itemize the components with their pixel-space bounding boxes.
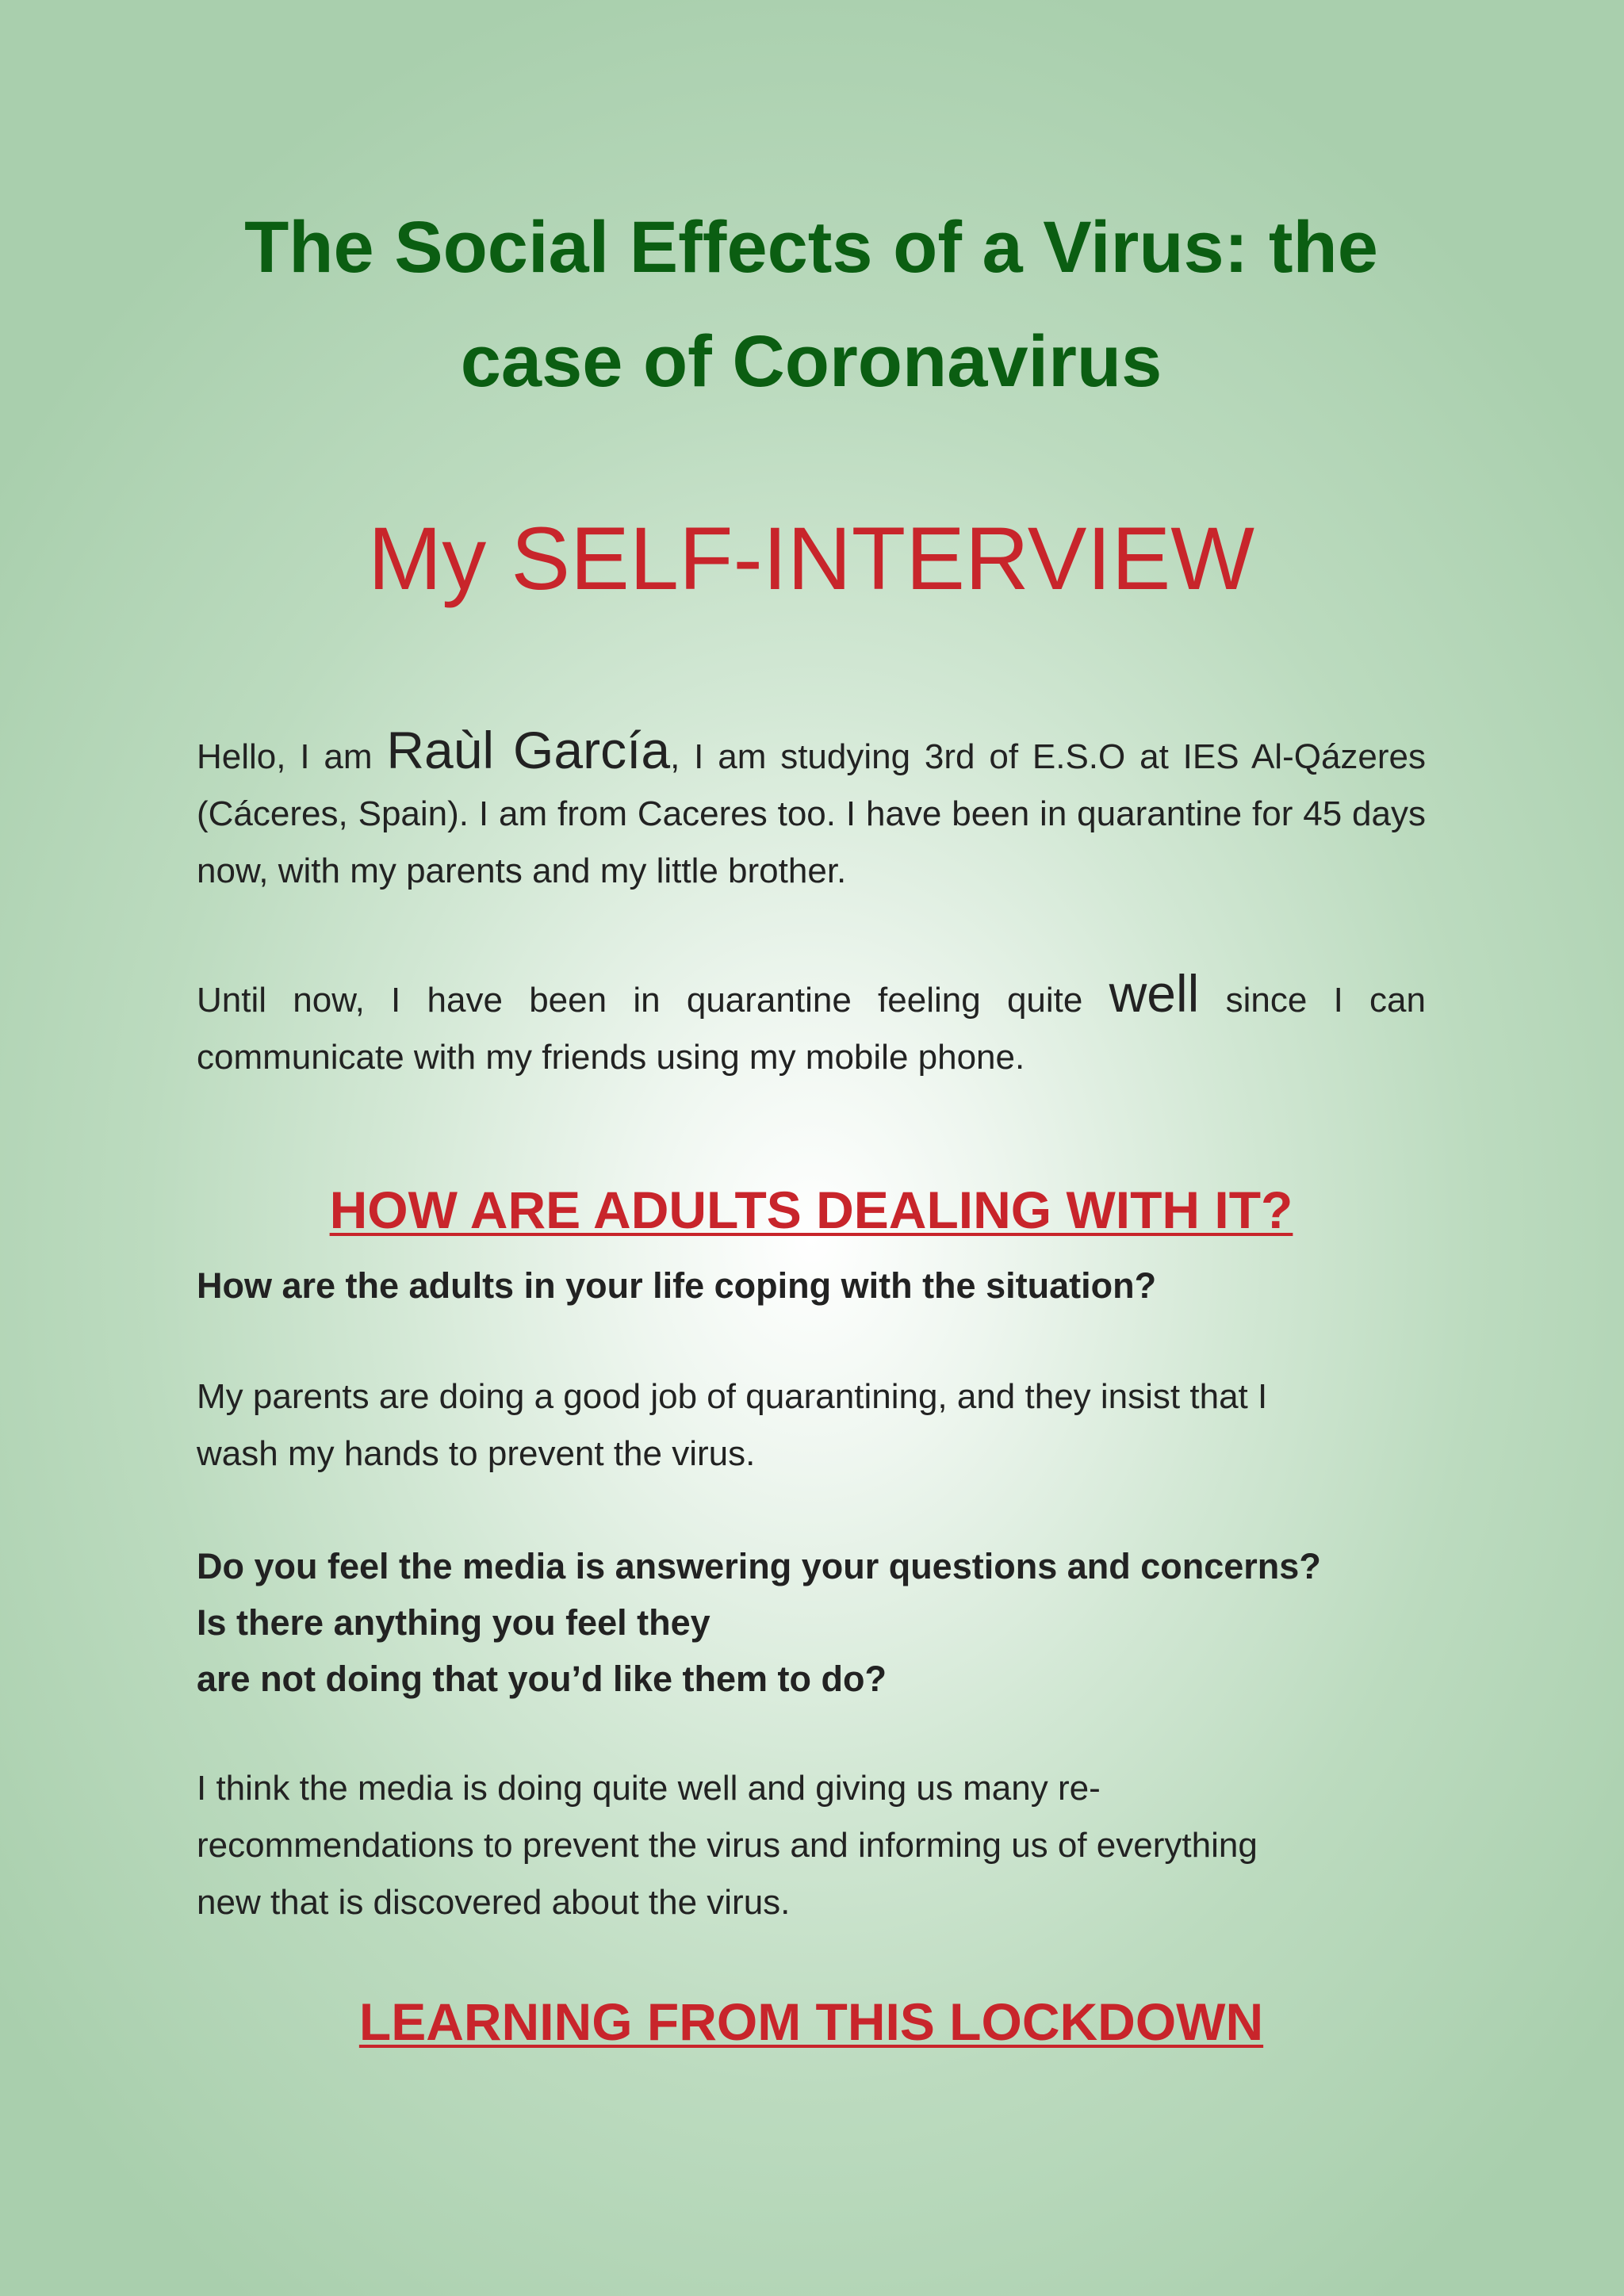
intro-paragraph xyxy=(197,721,1426,900)
question2-line-2: Is there anything you feel they xyxy=(197,1602,710,1643)
intro-text-rest: , I am studying 3rd of E.S.O at IES Al-Qázeres (Cáceres, Spain). I am from Caceres too. I have been in quarantine for 45 days now, with my parents and my little brother. xyxy=(197,737,1427,890)
feeling-paragraph xyxy=(197,965,1426,1086)
document-title xyxy=(197,190,1426,419)
self-interview-subtitle: My SELF-INTERVIEW xyxy=(367,509,1255,608)
answer2-line-3: new that is discovered about the virus. xyxy=(197,1883,791,1922)
intro-text-start: Hello, I am xyxy=(197,737,387,776)
feeling-text-rest: since I can communicate with my friends using my mobile phone. xyxy=(197,981,1426,1077)
answer2-line-2: recommendations to prevent the virus and informing us of everything xyxy=(197,1826,1258,1865)
answer1-line-1: My parents are doing a good job of quarantining, and they insist that I xyxy=(197,1377,1268,1416)
section-heading-adults: HOW ARE ADULTS DEALING WITH IT? xyxy=(329,1181,1293,1239)
document-page xyxy=(197,0,1426,2296)
question-adults-coping: How are the adults in your life coping with the situation? xyxy=(197,1265,1157,1306)
title-line-2: case of Coronavirus xyxy=(460,321,1162,402)
question2-line-3: are not doing that you’d like them to do? xyxy=(197,1659,887,1699)
question-media xyxy=(197,1538,1426,1707)
question2-line-1: Do you feel the media is answering your questions and concerns? xyxy=(197,1546,1321,1586)
answer-adults-coping xyxy=(197,1368,1426,1483)
section-heading-learning: LEARNING FROM THIS LOCKDOWN xyxy=(358,1992,1264,2051)
answer1-line-2: wash my hands to prevent the virus. xyxy=(197,1434,756,1473)
title-line-1: The Social Effects of a Virus: the xyxy=(244,207,1378,288)
answer-media xyxy=(197,1760,1426,1931)
answer2-line-1: I think the media is doing quite well and giving us many re- xyxy=(197,1769,1101,1808)
feeling-text-start: Until now, I have been in quarantine feeling quite xyxy=(197,981,1109,1020)
feeling-emphasis: well xyxy=(1109,964,1200,1023)
author-name: Raùl García xyxy=(386,721,671,779)
